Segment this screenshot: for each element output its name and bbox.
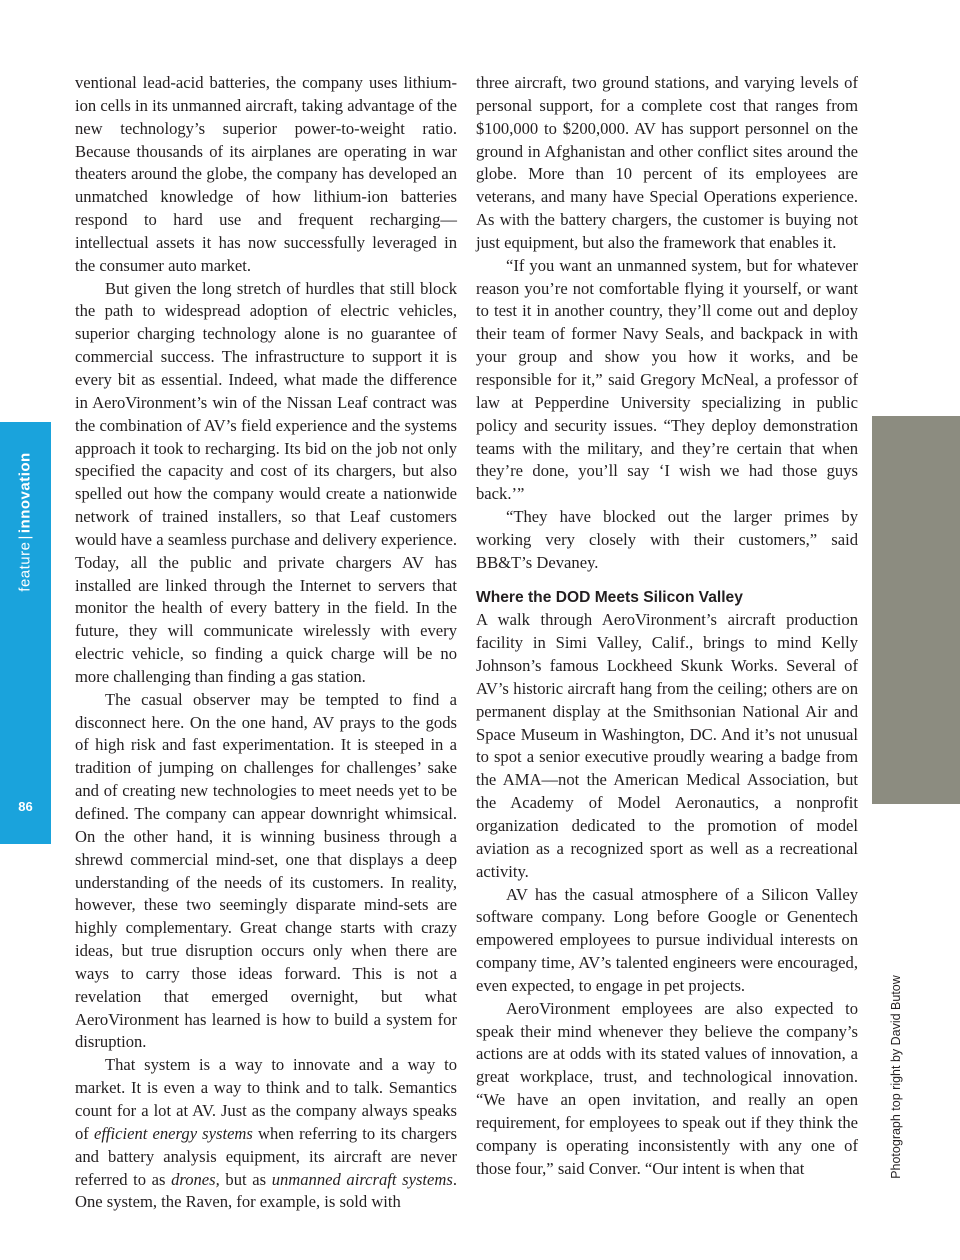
paragraph: The casual observer may be tempted to find a disconnect here. On the one hand, AV prays to the gods of high risk and fast experimentation. It is steeped in a tradition of jumping on challenges for challenges’ sake and of creating new technologies to meet needs yet to be defined. The company can appear downright whimsical. On the other hand, it is winning business through a shrewd commercial mind-set, one that displays a deep understanding of the needs of its customers. In reality, however, these two seemingly disparate mind-sets are highly complementary. Great change starts with crazy ideas, but true disruption occurs only when there are ways to carry those ideas forward. This is not a revelation that emerged overnight, but what AeroVironment has learned is how to build a system for disruption. [75, 689, 457, 1052]
paragraph: A walk through AeroVironment’s aircraft production facility in Simi Valley, Calif., brings to mind Kelly Johnson’s famous Lockheed Skunk Works. Several of AV’s historic aircraft hang from the ceiling; others are on permanent display at the Smithsonian National Air and Space Museum in Washington, DC. And it’s not unusual to spot a senior executive proudly wearing a badge from the AMA—not the American Medical Association, but the Academy of Model Aeronautics, a nonprofit organization dedicated to the promotion of model aviation as a recognized sport as well as a recreational activity. [476, 610, 858, 881]
paragraph: ventional lead-acid batteries, the company uses lithium-ion cells in its unmanned aircraft, taking advantage of the new technology’s superior power-to-weight ratio. Because thousands of its airplanes are operating in war theaters around the globe, the company has developed an unmatched knowledge of how lithium-ion batteries respond to hard use and frequent recharging—intellectual assets it has now successfully leveraged in the consumer auto market. [75, 73, 457, 275]
paragraph: three aircraft, two ground stations, and varying levels of personal support, for a complete cost that ranges from $100,000 to $200,000. AV has support personnel on the ground in Afghanistan and other conflict sites around the globe. More than 10 percent of its employees are veterans, and many have Special Operations experience. As with the battery chargers, the customer is buying not just equipment, but also the framework that enables it. [476, 73, 858, 252]
paragraph: “If you want an unmanned system, but for whatever reason you’re not comfortable flying it yourself, or want to test it in another country, they’ll come out and deploy their team of former Navy Seals, and backpack in with your group and show you how it works, and be responsible for it,” said Gregory McNeal, a professor of law at Pepperdine University specializing in public policy and security issues. “They deploy demonstration teams with the military, and they’re certain that when they’re done, you’ll say ‘I wish we had those guys back.’” [476, 255, 858, 504]
photo-credit: Photograph top right by David Butow [889, 975, 903, 1179]
paragraph: AV has the casual atmosphere of a Silicon Valley software company. Long before Google or Genentech empowered employees to pursue individual interests on company time, AV’s talented engineers were encouraged, even expected, to engage in pet projects. [476, 884, 858, 995]
text-run: . One system, the Raven, for example, is sold with [75, 1169, 457, 1212]
paragraph [75, 1054, 457, 1214]
text-run: but as [219, 1169, 272, 1189]
text-run: when referring to its chargers and battery analysis equipment, its aircraft are never referred to as [75, 1123, 457, 1189]
left-text-column [75, 72, 457, 1214]
italic-term: drones, [171, 1169, 220, 1189]
paragraph: “They have blocked out the larger primes by working very closely with their customers,” said BB&T’s Devaney. [476, 507, 858, 572]
section-heading: Where the DOD Meets Silicon Valley [476, 588, 743, 606]
page-number: 86 [18, 799, 33, 814]
section-label-separator: | [16, 535, 34, 540]
section-label [17, 452, 34, 591]
paragraph: But given the long stretch of hurdles that still block the path to widespread adoption of electric vehicles, superior charging technology alone is no guarantee of commercial success. The infrastructure to support it is every bit as essential. Indeed, what made the difference in AeroVironment’s win of the Nissan Leaf contract was the combination of AV’s field experience and the systems approach it took to recharging. Its bid on the job not only specified the capacity and cost of its chargers, but also spelled out how the company would create a nationwide network of trained installers, so that Leaf customers would have a seamless purchase and delivery experience. Today, all the public and private chargers AV has installed are linked through the Internet to servers that monitor the health of every battery in the field. In the future, they will communicate wirelessly with every electric vehicle, so finding a quick charge will be no more challenging than finding a gas station. [75, 278, 457, 686]
section-label-innovation: innovation [16, 452, 34, 534]
text-run: That system is a way to innovate and a way to market. It is even a way to think and to talk. Semantics count for a lot at AV. Just as the company always speaks of [75, 1055, 457, 1143]
right-text-column [476, 72, 858, 1181]
italic-term: unmanned aircraft systems [271, 1169, 453, 1189]
paragraph: AeroVironment employees are also expected to speak their mind whenever they believe the company’s actions are at odds with its stated values of innovation, a great workplace, trust, and technological innovation. “We have an open invitation, and really an open requirement, for employees to speak out if they think the company is operating inconsistently with any one of those four,” said Conver. “Our intent is when that [476, 998, 858, 1178]
section-label-feature: feature [16, 541, 34, 592]
gray-side-tab [872, 416, 960, 804]
italic-term: efficient energy systems [93, 1123, 253, 1143]
